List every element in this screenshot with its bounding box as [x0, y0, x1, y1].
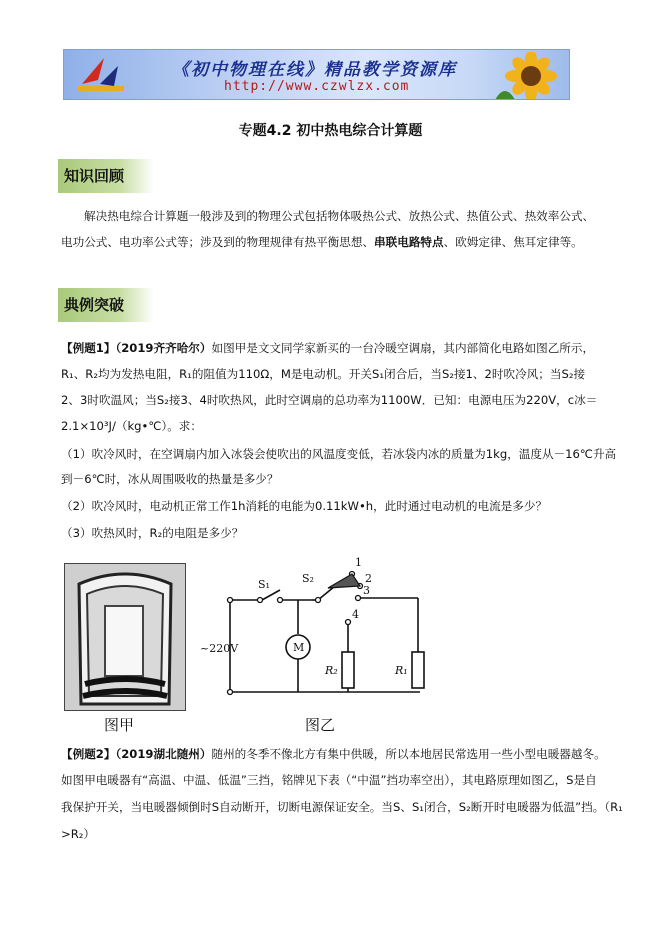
intro-text-end: 、欧姆定律、焦耳定律等。 — [443, 235, 583, 249]
label-motor: M — [293, 641, 305, 654]
fan-heater-image — [65, 564, 185, 710]
example2-line-4: >R₂） — [61, 827, 96, 841]
example2-text: 随州的冬季不像北方有集中供暖，所以本地居民常选用一些小型电暖器越冬。 — [211, 747, 606, 761]
question-1-line-1: （1）吹冷风时，在空调扇内加入冰袋会使吹出的风温度变低，若冰袋内冰的质量为1kg，温度从－16℃升高 — [61, 447, 617, 461]
label-s2: S₂ — [302, 572, 314, 585]
label-s1: S₁ — [258, 578, 270, 591]
label-r1: R₁ — [395, 664, 408, 677]
example1-line-4: 2.1×10³J/（kg•℃）。求： — [61, 419, 202, 433]
intro-line-2 — [61, 234, 583, 250]
heater-photo — [64, 563, 186, 711]
example2-line-3: 我保护开关，当电暖器倾倒时S自动断开，切断电源保证安全。当S、S₁闭合，S₂断开时电暖器为低温”挡。（R₁ — [61, 800, 623, 814]
section-heading-review: 知识回顾 — [58, 159, 154, 193]
banner-url[interactable]: http://www.czwlzx.com — [224, 79, 410, 94]
intro-emphasis: 串联电路特点 — [374, 235, 444, 249]
section-heading-examples: 典例突破 — [58, 288, 154, 322]
example1-line-1 — [61, 340, 594, 356]
label-r2: R₂ — [325, 664, 338, 677]
question-2: （2）吹冷风时，电动机正常工作1h消耗的电能为0.11kW•h，此时通过电动机的电流是多少？ — [61, 499, 548, 513]
figure-caption-b: 图乙 — [305, 716, 336, 734]
label-voltage: ~220V — [200, 642, 239, 655]
question-1-line-2: 到－6℃时，冰从周围吸收的热量是多少？ — [61, 472, 279, 486]
page-title: 专题4.2 初中热电综合计算题 — [238, 123, 423, 139]
label-contact-4: 4 — [352, 608, 359, 621]
label-contact-3: 3 — [363, 584, 370, 597]
header-banner — [63, 49, 570, 100]
example2-tag: 【例题2】（2019湖北随州） — [61, 747, 212, 761]
logo-icon — [74, 54, 130, 96]
example2-line-2: 如图甲电暖器有“高温、中温、低温”三挡，铭牌见下表（“中温”挡功率空出），其电路原理如图乙，S是自 — [61, 773, 597, 787]
example1-line-2: R₁、R₂均为发热电阻，R₁的阻值为110Ω，M是电动机。开关S₁闭合后，当S₂接1、2时吹冷风；当S₂接 — [61, 367, 586, 381]
label-contact-1: 1 — [355, 556, 362, 569]
intro-text: 电功公式、电功率公式等；涉及到的物理规律有热平衡思想、 — [61, 235, 375, 249]
circuit-diagram — [200, 552, 440, 712]
example1-line-3: 2、3时吹温风；当S₂接3、4时吹热风，此时空调扇的总功率为1100W．已知：电源电压为220V，c冰＝ — [61, 393, 598, 407]
banner-title: 《初中物理在线》精品教学资源库 — [172, 60, 457, 80]
example1-tag: 【例题1】（2019齐齐哈尔） — [61, 341, 212, 355]
sunflower-icon — [491, 52, 561, 100]
example1-text: 如图甲是文文同学家新买的一台冷暖空调扇，其内部简化电路如图乙所示， — [211, 341, 595, 355]
label-contact-2: 2 — [365, 572, 372, 585]
question-3: （3）吹热风时，R₂的电阻是多少？ — [61, 526, 244, 540]
intro-line-1: 解决热电综合计算题一般涉及到的物理公式包括物体吸热公式、放热公式、热值公式、热效率公式、 — [84, 209, 595, 223]
switch-s2-wiper — [328, 574, 360, 588]
figure-caption-a: 图甲 — [104, 716, 135, 734]
example2-line-1 — [61, 746, 606, 762]
